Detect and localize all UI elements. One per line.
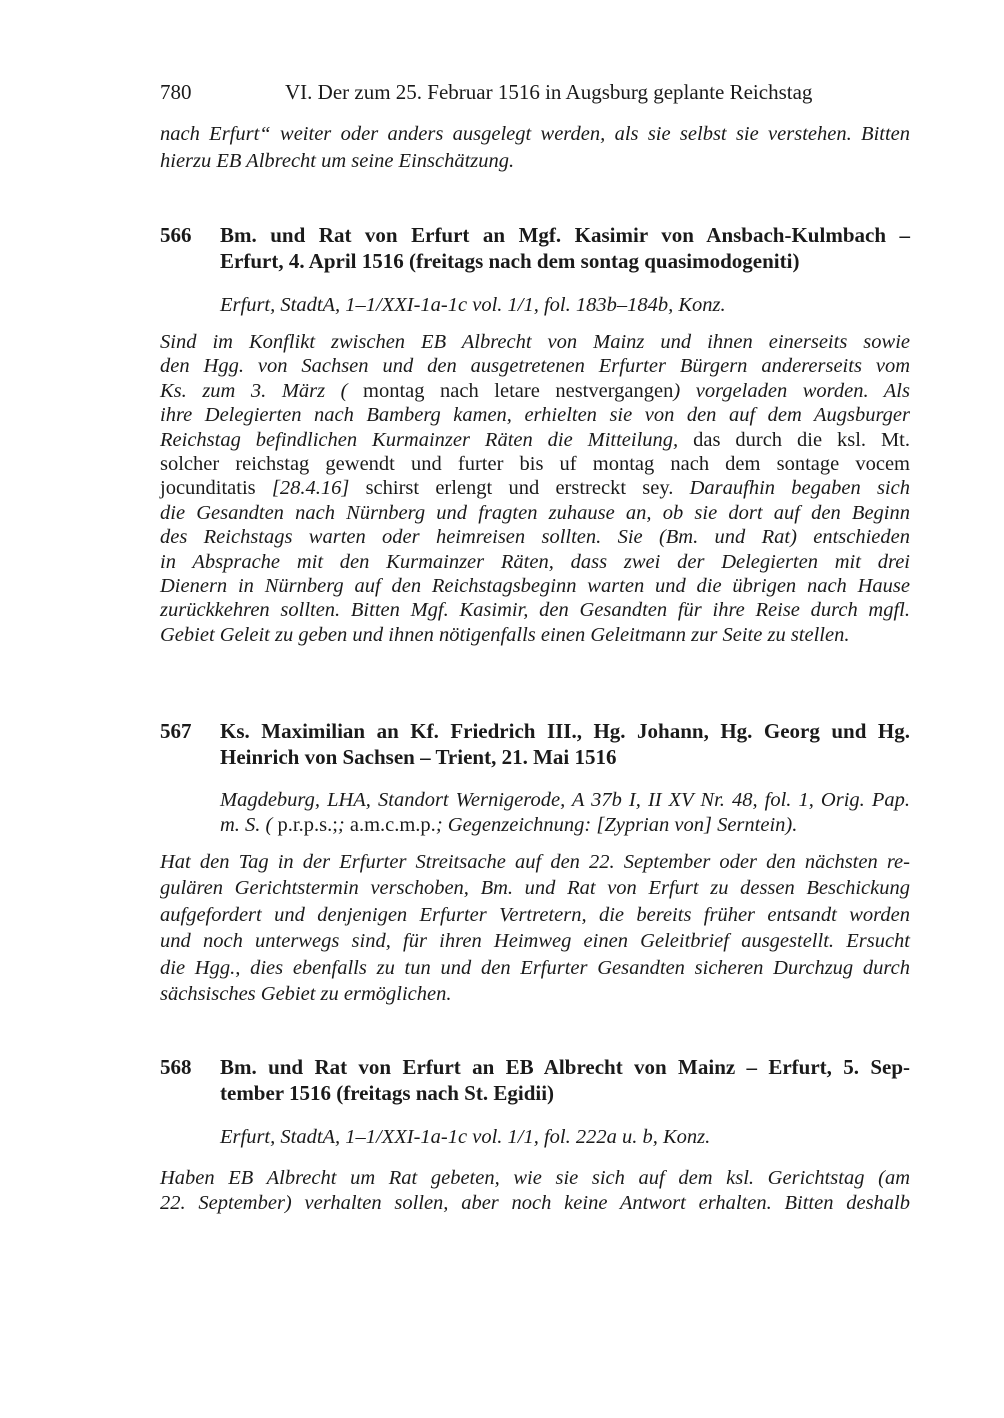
- text-segment: Gebiet Geleit zu geben und ihnen nötigenfalls einen Geleitmann zur Seite zu stellen.: [160, 623, 850, 646]
- entry-title-line: Erfurt, 4. April 1516 (freitags nach dem sontag quasimodogeniti): [220, 249, 800, 273]
- text-line: [160, 379, 910, 403]
- text-segment: aufgefordert und denjenigen Erfurter Vertretern, die bereits früher entsandt worden: [160, 903, 910, 926]
- entry-title-line: Ks. Maximilian an Kf. Friedrich III., Hg. Johann, Hg. Georg und Hg.: [220, 719, 910, 743]
- text-segment: Daraufhin begaben sich: [689, 477, 910, 500]
- text-segment: des Reichstags warten oder heimreisen sollten. Sie (Bm. und Rat) entschieden: [160, 526, 910, 549]
- text-segment: Haben EB Albrecht um Rat gebeten, wie sie sich auf dem ksl. Gerichtstag (am: [160, 1167, 910, 1189]
- page-number: 780: [160, 80, 192, 104]
- text-line: [160, 902, 910, 928]
- text-segment: nach Erfurt“ weiter oder anders ausgelegt werden, als sie selbst sie verstehen. Bitten: [160, 123, 910, 145]
- text-segment: die Gesandten nach Nürnberg und fragten zuhause an, ob sie dort auf den Beginn: [160, 501, 910, 524]
- text-segment: gulären Gerichtstermin verschoben, Bm. und Rat von Erfurt zu dessen Beschickung: [160, 877, 910, 900]
- text-line: [220, 293, 910, 318]
- entry-heading: [160, 718, 910, 772]
- entry-number: 568: [160, 1055, 192, 1079]
- text-line: [220, 788, 910, 813]
- text-line: [220, 813, 910, 838]
- text-segment: Erfurt, StadtA, 1–1/XXI-1a-1c vol. 1/1, fol. 222a u. b, Konz.: [220, 1126, 711, 1148]
- text-line: [160, 981, 910, 1007]
- text-segment: Erfurt, StadtA, 1–1/XXI-1a-1c vol. 1/1, fol. 183b–184b, Konz.: [220, 294, 726, 316]
- text-segment: sächsisches Gebiet zu ermöglichen.: [160, 982, 452, 1005]
- text-segment: das durch die ksl. Mt.: [693, 428, 910, 451]
- text-segment: montag nach letare nestvergangen: [363, 379, 674, 402]
- text-line: [160, 550, 910, 574]
- text-segment: schirst erlengt und erstreckt sey.: [365, 477, 690, 500]
- text-line: [160, 452, 910, 476]
- archival-source: [220, 293, 910, 318]
- text-segment: Hat den Tag in der Erfurter Streitsache auf den 22. September oder den nächsten re-: [160, 851, 910, 873]
- text-line: [160, 330, 910, 354]
- entry-number: 567: [160, 719, 192, 743]
- entry-number: 566: [160, 223, 192, 247]
- text-line: [160, 121, 910, 148]
- text-line: [160, 525, 910, 549]
- text-line: [160, 403, 910, 427]
- running-title: VI. Der zum 25. Februar 1516 in Augsburg geplante Reichstag: [285, 80, 813, 104]
- text-segment: p.r.p.s.;: [277, 814, 338, 836]
- regest-text: [160, 849, 910, 1007]
- text-segment: Dienern in Nürnberg auf den Reichstagsbeginn warten und die übrigen nach Hause: [160, 574, 910, 597]
- text-line: [160, 428, 910, 452]
- entry-title-line: Bm. und Rat von Erfurt an Mgf. Kasimir von Ansbach-Kulmbach –: [220, 223, 910, 247]
- text-segment: ) vorgeladen worden. Als: [673, 379, 910, 402]
- text-segment: jocunditatis: [160, 477, 272, 500]
- entry-heading: [160, 222, 910, 276]
- intro-paragraph: [160, 121, 910, 175]
- text-segment: hierzu EB Albrecht um seine Einschätzung.: [160, 150, 515, 172]
- text-line: [160, 1191, 910, 1216]
- text-line: [160, 148, 910, 175]
- archival-source: [220, 788, 910, 838]
- text-line: [160, 501, 910, 525]
- archival-source: [220, 1125, 910, 1150]
- text-segment: Ks. zum 3. März (: [160, 379, 364, 402]
- text-line: [160, 598, 910, 622]
- text-line: [160, 928, 910, 954]
- text-segment: a.m.c.m.p.: [349, 814, 436, 836]
- text-line: [160, 623, 910, 647]
- text-segment: Reichstag befindlichen Kurmainzer Räten die Mitteilung,: [160, 428, 694, 451]
- text-segment: die Hgg., dies ebenfalls zu tun und den Erfurter Gesandten sicheren Durchzug durch: [160, 956, 910, 979]
- text-segment: und noch unterwegs sind, für ihren Heimweg einen Geleitbrief ausgestellt. Ersucht: [160, 930, 910, 953]
- text-segment: ; Gegenzeichnung: [Zyprian von] Serntein).: [435, 814, 798, 836]
- text-line: [160, 875, 910, 901]
- text-segment: den Hgg. von Sachsen und den ausgetretenen Erfurter Bürgern andererseits vom: [160, 355, 910, 378]
- entry-heading: [160, 1054, 910, 1108]
- text-line: [160, 1166, 910, 1191]
- text-segment: 22. September) verhalten sollen, aber noch keine Antwort erhalten. Bitten deshalb: [160, 1192, 910, 1214]
- text-segment: ;: [337, 814, 350, 836]
- text-segment: m. S. (: [220, 814, 278, 836]
- regest-text: [160, 330, 910, 647]
- text-line: [160, 849, 910, 875]
- text-segment: Sind im Konflikt zwischen EB Albrecht von Mainz und ihnen einerseits sowie: [160, 331, 910, 353]
- text-segment: in Absprache mit den Kurmainzer Räten, dass zwei der Delegierten mit drei: [160, 550, 910, 573]
- text-line: [160, 354, 910, 378]
- text-segment: [28.4.16]: [271, 477, 366, 500]
- text-segment: ihre Delegierten nach Bamberg kamen, erhielten sie von den auf dem Augsburger: [160, 404, 910, 427]
- text-segment: zurückkehren sollten. Bitten Mgf. Kasimir, den Gesandten für ihre Reise durch mgfl.: [160, 599, 910, 622]
- entry-title-line: Heinrich von Sachsen – Trient, 21. Mai 1516: [220, 745, 617, 769]
- text-segment: solcher reichstag gewendt und furter bis uf montag nach dem sontage vocem: [160, 452, 910, 475]
- text-line: [160, 955, 910, 981]
- entry-title-line: Bm. und Rat von Erfurt an EB Albrecht von Mainz – Erfurt, 5. Sep-: [220, 1055, 910, 1079]
- text-line: [160, 476, 910, 500]
- text-line: [220, 1125, 910, 1150]
- regest-text: [160, 1166, 910, 1216]
- entry-title-line: tember 1516 (freitags nach St. Egidii): [220, 1081, 555, 1105]
- text-segment: Magdeburg, LHA, Standort Wernigerode, A 37b I, II XV Nr. 48, fol. 1, Orig. Pap.: [220, 789, 910, 811]
- text-line: [160, 574, 910, 598]
